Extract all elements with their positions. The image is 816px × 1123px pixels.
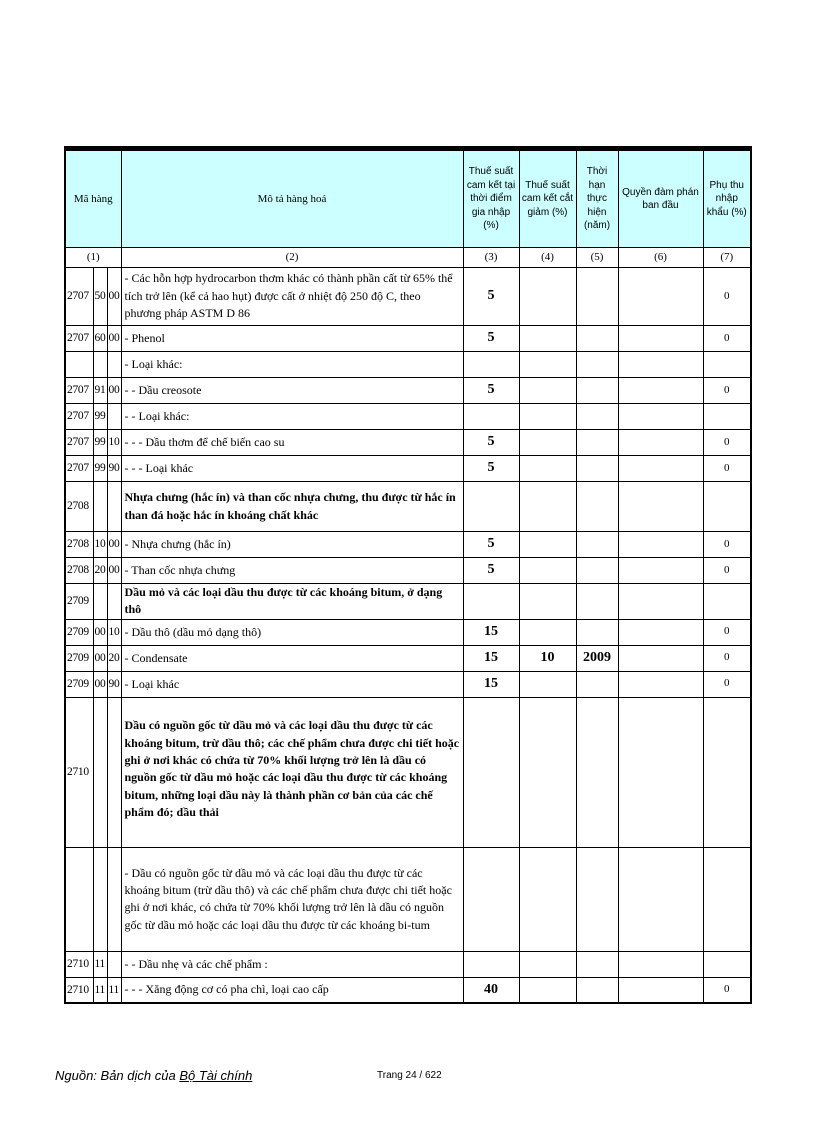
description: - Dầu thô (dầu mỏ dạng thô) [121,619,463,645]
import-surcharge: 0 [703,456,751,482]
code-part-3: 11 [107,977,121,1003]
rate-at-accession [463,847,519,951]
code-part-2: 99 [93,430,107,456]
code-part-3: 10 [107,619,121,645]
code-part-3: 00 [107,268,121,326]
code-part-1: 2709 [65,671,93,697]
rate-at-accession: 5 [463,532,519,558]
import-surcharge: 0 [703,532,751,558]
code-part-2 [93,847,107,951]
table-row [65,456,751,482]
implementation-year: 2009 [576,645,618,671]
implementation-year [576,584,618,620]
committed-rate [519,977,576,1003]
initial-negotiating-right [618,378,703,404]
code-part-3: 90 [107,456,121,482]
code-part-2: 91 [93,378,107,404]
table-row [65,482,751,532]
initial-negotiating-right [618,532,703,558]
table-row [65,697,751,847]
rate-at-accession [463,352,519,378]
implementation-year [576,532,618,558]
import-surcharge [703,697,751,847]
initial-negotiating-right [618,268,703,326]
code-part-2: 00 [93,619,107,645]
col-number: (6) [618,248,703,268]
code-part-1: 2708 [65,482,93,532]
committed-rate [519,847,576,951]
code-part-2: 60 [93,326,107,352]
initial-negotiating-right [618,558,703,584]
initial-negotiating-right [618,645,703,671]
initial-negotiating-right [618,456,703,482]
import-surcharge [703,847,751,951]
footer-source-prefix: Nguồn: Bản dịch của [55,1068,180,1083]
implementation-year [576,268,618,326]
implementation-year [576,977,618,1003]
description: - Dầu có nguồn gốc từ dầu mỏ và các loại dầu thu được từ các khoáng bitum (trừ dầu thô) và các chế phẩm chưa được chi tiết hoặc ghi ở nơi khác, có chứa từ 70% khối lượng trở lên là dầu có nguồn gốc từ dầu mỏ hoặc các loại dầu thu được từ các khoáng bi-tum [121,847,463,951]
initial-negotiating-right [618,326,703,352]
col-number: (4) [519,248,576,268]
description: Dầu có nguồn gốc từ dầu mỏ và các loại dầu thu được từ các khoáng bitum, trừ dầu thô; các chế phẩm chưa được chi tiết hoặc ghi ở nơi khác có chứa từ 70% khối lượng trở lên là dầu có nguồn gốc từ dầu mỏ hoặc các loại dầu thu được từ các khoáng bitum, những loại dầu này là thành phần cơ bản của các chế phẩm đó; dầu thải [121,697,463,847]
code-part-1: 2707 [65,404,93,430]
import-surcharge: 0 [703,430,751,456]
code-part-3: 10 [107,430,121,456]
rate-at-accession: 5 [463,456,519,482]
code-part-3: 20 [107,645,121,671]
implementation-year [576,671,618,697]
import-surcharge [703,404,751,430]
rate-at-accession [463,404,519,430]
description: - Loại khác [121,671,463,697]
import-surcharge: 0 [703,558,751,584]
initial-negotiating-right [618,619,703,645]
code-part-2: 99 [93,404,107,430]
committed-rate [519,378,576,404]
code-part-3: 90 [107,671,121,697]
description: - - - Loại khác [121,456,463,482]
rate-at-accession [463,951,519,977]
implementation-year [576,404,618,430]
initial-negotiating-right [618,430,703,456]
committed-rate [519,532,576,558]
code-part-1: 2709 [65,584,93,620]
initial-negotiating-right [618,584,703,620]
committed-rate [519,619,576,645]
rate-at-accession [463,697,519,847]
import-surcharge: 0 [703,977,751,1003]
import-surcharge: 0 [703,378,751,404]
initial-negotiating-right [618,404,703,430]
rate-at-accession: 15 [463,619,519,645]
description: - - - Dầu thơm để chế biến cao su [121,430,463,456]
implementation-year [576,697,618,847]
code-part-2: 20 [93,558,107,584]
header-phu-thu: Phụ thu nhập khẩu (%) [703,151,751,248]
table-row [65,619,751,645]
code-part-2: 00 [93,671,107,697]
rate-at-accession: 5 [463,268,519,326]
code-part-2: 10 [93,532,107,558]
initial-negotiating-right [618,847,703,951]
implementation-year [576,326,618,352]
footer-source-link[interactable]: Bộ Tài chính [179,1068,253,1083]
implementation-year [576,558,618,584]
code-part-2 [93,584,107,620]
rate-at-accession: 5 [463,558,519,584]
table-row [65,378,751,404]
description: - Phenol [121,326,463,352]
implementation-year [576,951,618,977]
rate-at-accession: 5 [463,378,519,404]
code-part-1: 2708 [65,558,93,584]
table-row [65,977,751,1003]
initial-negotiating-right [618,352,703,378]
code-part-2: 00 [93,645,107,671]
header-ma-hang: Mã hàng [65,151,121,248]
initial-negotiating-right [618,977,703,1003]
tariff-table [64,146,752,1004]
import-surcharge: 0 [703,326,751,352]
table-row [65,671,751,697]
code-part-3: 00 [107,558,121,584]
committed-rate [519,482,576,532]
description: - Condensate [121,645,463,671]
table-row [65,951,751,977]
implementation-year [576,619,618,645]
initial-negotiating-right [618,671,703,697]
code-part-1: 2708 [65,532,93,558]
table-row [65,645,751,671]
committed-rate [519,558,576,584]
table-row [65,532,751,558]
table-row [65,404,751,430]
col-number: (5) [576,248,618,268]
table-row [65,558,751,584]
code-part-3: 00 [107,326,121,352]
code-part-3 [107,951,121,977]
description: - Các hỗn hợp hydrocarbon thơm khác có thành phần cất từ 65% thể tích trở lên (kể cả hao hụt) được cất ở nhiệt độ 250 độ C, theo phương pháp ASTM D 86 [121,268,463,326]
implementation-year [576,352,618,378]
code-part-3 [107,404,121,430]
code-part-1: 2709 [65,619,93,645]
col-number: (3) [463,248,519,268]
committed-rate [519,456,576,482]
committed-rate [519,404,576,430]
header-thue-suat-gia-nhap: Thuế suất cam kết tại thời điểm gia nhập (%) [463,151,519,248]
code-part-1: 2707 [65,378,93,404]
import-surcharge: 0 [703,268,751,326]
code-part-3: 00 [107,532,121,558]
committed-rate [519,671,576,697]
footer-source [55,1068,252,1083]
code-part-1: 2709 [65,645,93,671]
table-row [65,268,751,326]
footer-page-number: Trang 24 / 622 [377,1070,442,1081]
code-part-1 [65,352,93,378]
table-row [65,352,751,378]
code-part-2: 11 [93,951,107,977]
code-part-3 [107,482,121,532]
import-surcharge [703,951,751,977]
code-part-2 [93,352,107,378]
initial-negotiating-right [618,482,703,532]
committed-rate [519,268,576,326]
table-body [65,268,751,1004]
rate-at-accession: 15 [463,671,519,697]
committed-rate [519,326,576,352]
initial-negotiating-right [618,697,703,847]
code-part-1: 2707 [65,456,93,482]
code-part-2: 99 [93,456,107,482]
description: - Than cốc nhựa chưng [121,558,463,584]
implementation-year [576,847,618,951]
table-row [65,430,751,456]
code-part-1: 2710 [65,977,93,1003]
code-part-2: 50 [93,268,107,326]
description: Nhựa chưng (hắc ín) và than cốc nhựa chưng, thu được từ hắc ín than đá hoặc hắc ín khoáng chất khác [121,482,463,532]
code-part-3 [107,584,121,620]
rate-at-accession [463,584,519,620]
import-surcharge [703,482,751,532]
rate-at-accession: 15 [463,645,519,671]
import-surcharge: 0 [703,671,751,697]
initial-negotiating-right [618,951,703,977]
import-surcharge: 0 [703,619,751,645]
code-part-1 [65,847,93,951]
code-part-1: 2707 [65,268,93,326]
table-header-row [65,151,751,248]
committed-rate [519,352,576,378]
rate-at-accession: 5 [463,326,519,352]
header-quyen-dam-phan: Quyền đàm phán ban đầu [618,151,703,248]
rate-at-accession [463,482,519,532]
col-number: (1) [65,248,121,268]
code-part-1: 2710 [65,697,93,847]
col-number: (2) [121,248,463,268]
rate-at-accession: 5 [463,430,519,456]
description: Dầu mỏ và các loại dầu thu được từ các khoáng bitum, ở dạng thô [121,584,463,620]
committed-rate [519,697,576,847]
code-part-3: 00 [107,378,121,404]
code-part-3 [107,697,121,847]
code-part-3 [107,352,121,378]
implementation-year [576,482,618,532]
tariff-table-container [64,146,750,1004]
implementation-year [576,456,618,482]
import-surcharge [703,584,751,620]
table-row [65,584,751,620]
header-mo-ta: Mô tả hàng hoá [121,151,463,248]
committed-rate [519,584,576,620]
column-number-row [65,248,751,268]
code-part-2: 11 [93,977,107,1003]
implementation-year [576,430,618,456]
description: - - Dầu creosote [121,378,463,404]
description: - - Loại khác: [121,404,463,430]
header-thoi-han: Thời hạn thực hiện (năm) [576,151,618,248]
col-number: (7) [703,248,751,268]
import-surcharge [703,352,751,378]
description: - Nhựa chưng (hắc ín) [121,532,463,558]
committed-rate: 10 [519,645,576,671]
implementation-year [576,378,618,404]
table-row [65,847,751,951]
rate-at-accession: 40 [463,977,519,1003]
description: - - - Xăng động cơ có pha chì, loại cao cấp [121,977,463,1003]
code-part-2 [93,482,107,532]
committed-rate [519,430,576,456]
code-part-2 [93,697,107,847]
code-part-1: 2707 [65,430,93,456]
code-part-1: 2707 [65,326,93,352]
header-thue-suat-cat-giam: Thuế suất cam kết cắt giảm (%) [519,151,576,248]
description: - Loại khác: [121,352,463,378]
table-row [65,326,751,352]
description: - - Dầu nhẹ và các chế phẩm : [121,951,463,977]
code-part-3 [107,847,121,951]
code-part-1: 2710 [65,951,93,977]
import-surcharge: 0 [703,645,751,671]
committed-rate [519,951,576,977]
